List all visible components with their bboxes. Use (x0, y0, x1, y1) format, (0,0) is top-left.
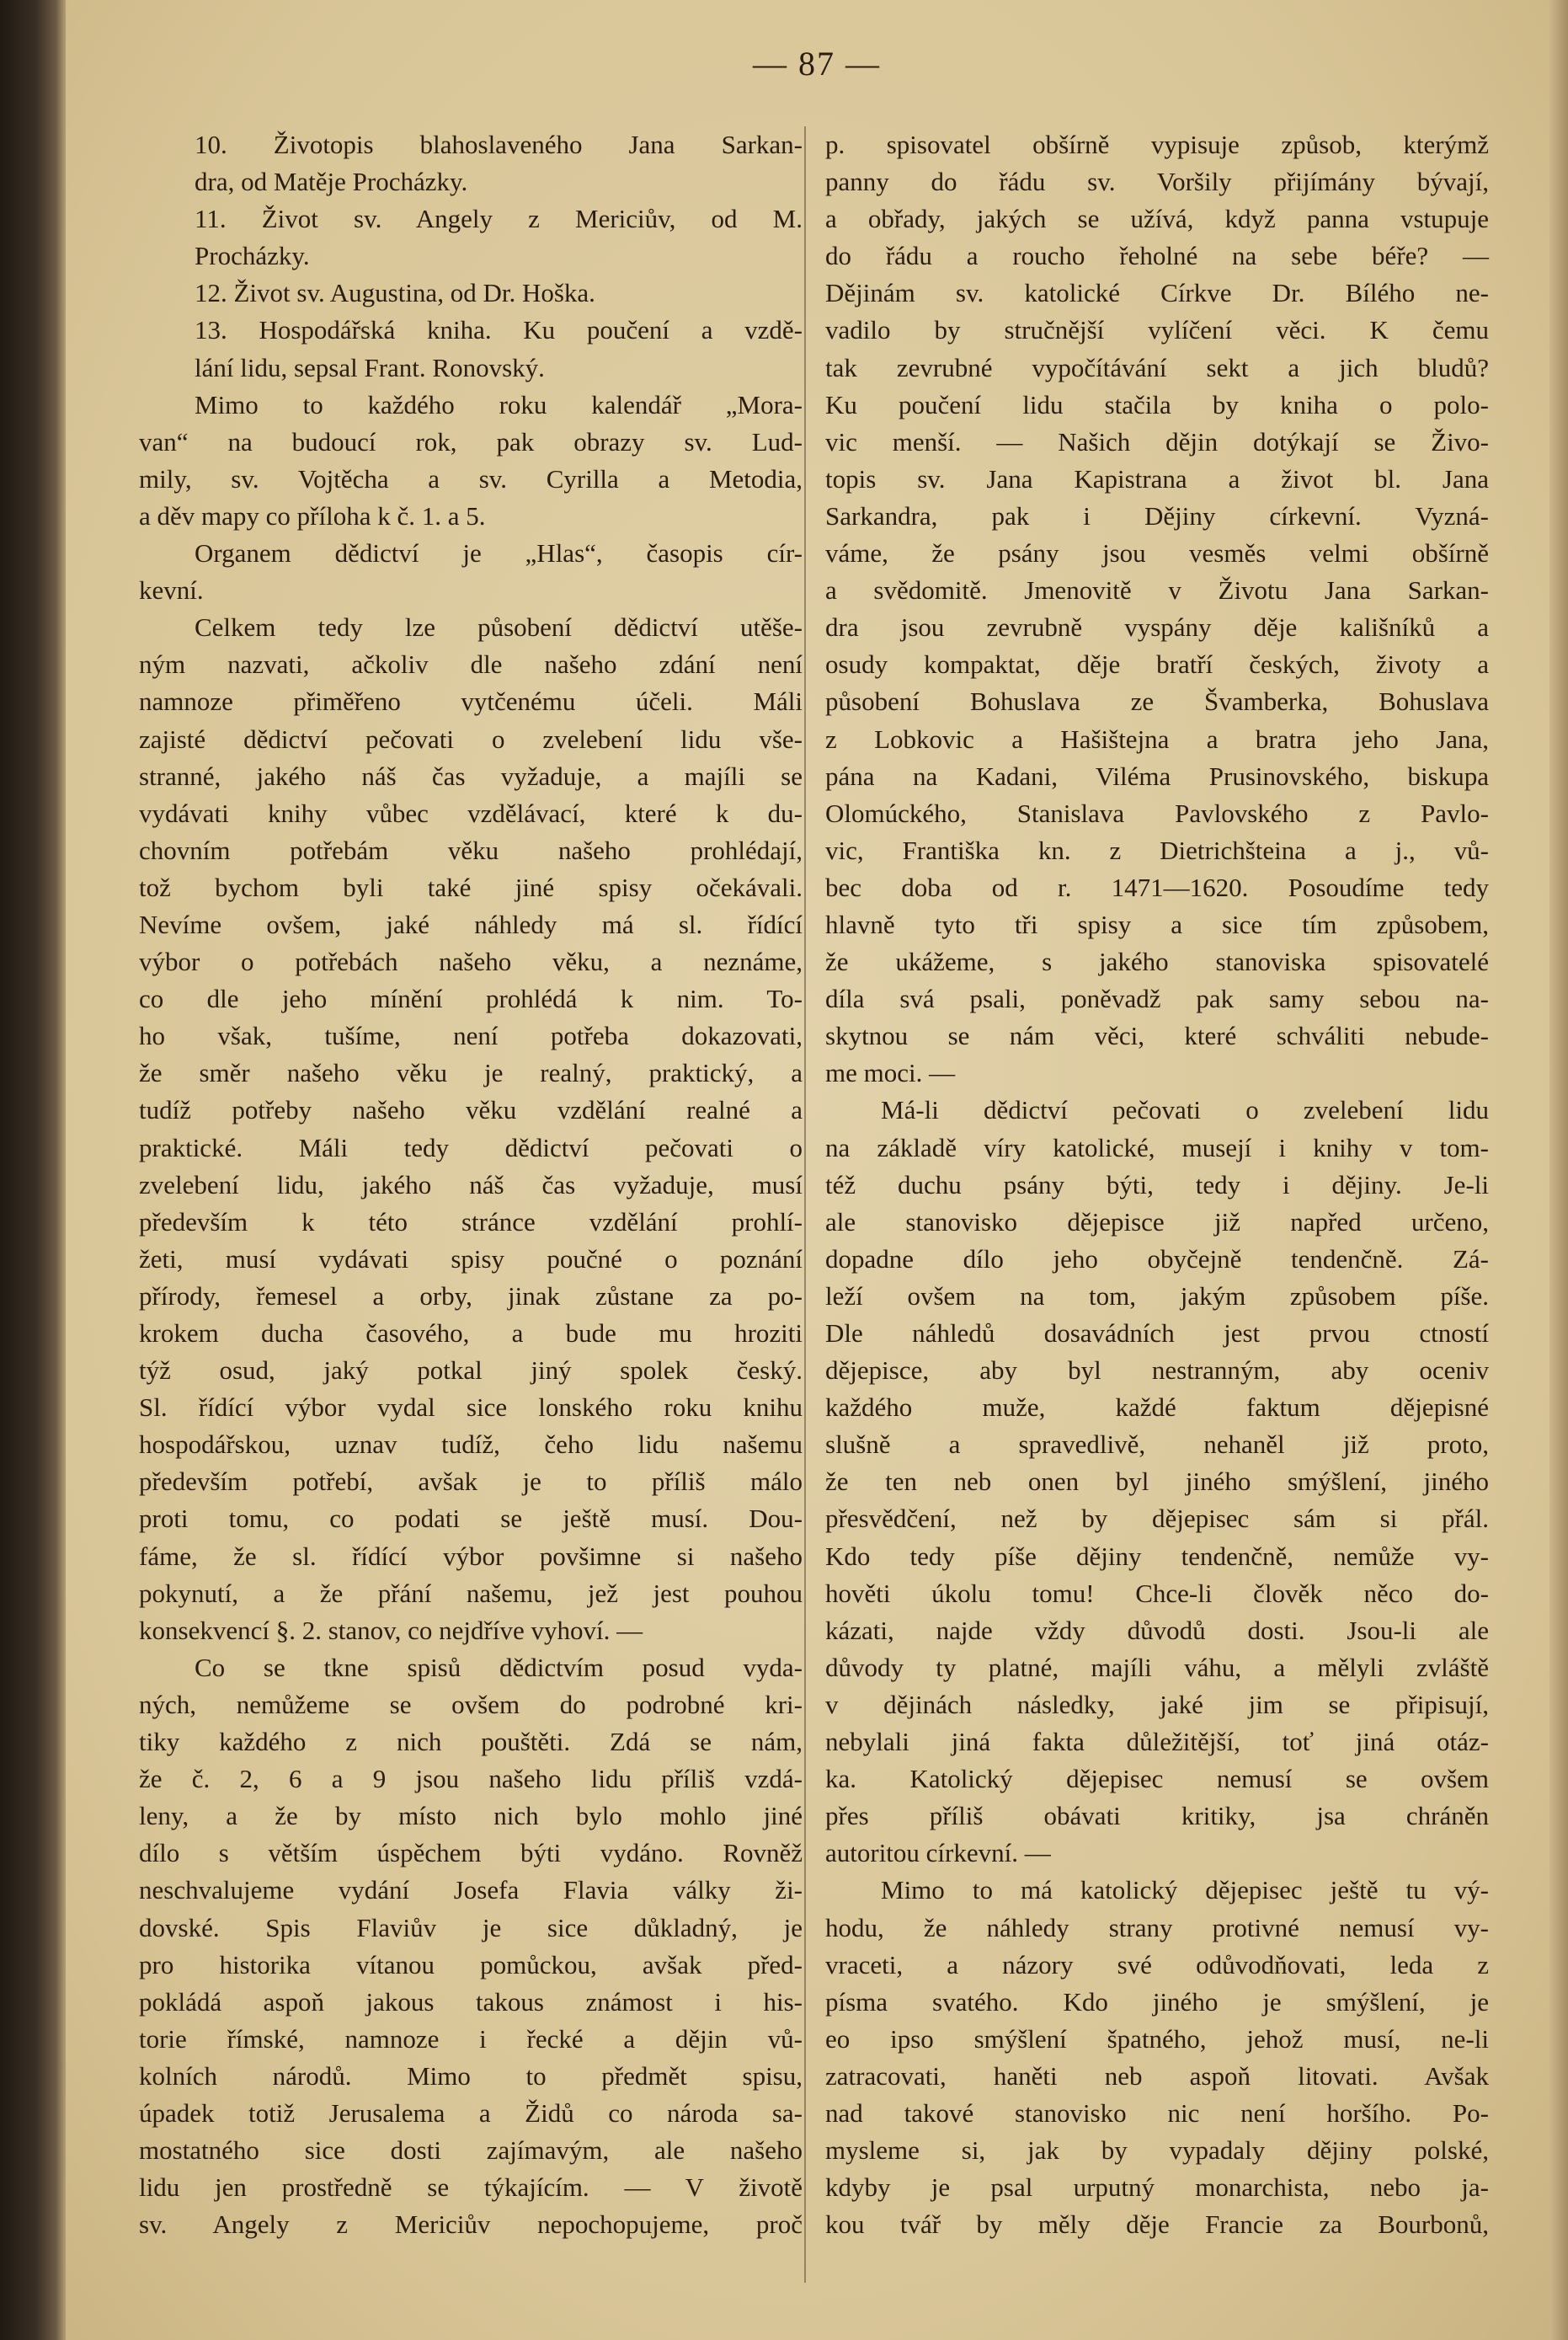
text-line: Procházky. (195, 241, 310, 271)
text-line: Dle náhledů dosavádních jest prvou ctností (825, 1318, 1489, 1348)
text-line: především k této stránce vzdělání prohlí- (139, 1206, 803, 1237)
text-line: zatracovati, haněti neb aspoň litovati. Avšak (825, 2060, 1489, 2091)
text-line: Nevíme ovšem, jaké náhledy má sl. řídící (139, 909, 803, 939)
book-binding-edge (0, 0, 66, 2340)
text-line: dějepisce, aby byl nestranným, aby oceniv (825, 1355, 1489, 1386)
text-line: Co se tkne spisů dědictvím posud vyda- (195, 1652, 803, 1682)
text-line: ka. Katolický dějepisec nemusí se ovšem (825, 1764, 1489, 1794)
text-line: tudíž potřeby našeho věku vzdělání realné a (139, 1095, 803, 1125)
text-line: namnoze přiměřeno vytčenému účeli. Máli (139, 687, 803, 717)
text-line: 11. Život sv. Angely z Mericiův, od M. (195, 204, 803, 234)
text-line: v dějinách následky, jaké jim se připisují, (825, 1689, 1489, 1719)
text-line: lidu jen prostředně se týkajícím. — V životě (139, 2172, 803, 2203)
text-line: že ukážeme, s jakého stanoviska spisovatelé (825, 947, 1489, 977)
text-line: 12. Život sv. Augustina, od Dr. Hoška. (195, 278, 595, 308)
text-line: topis sv. Jana Kapistrana a život bl. Jana (825, 463, 1489, 494)
text-line: Organem dědictví je „Hlas“, časopis cír- (195, 538, 803, 569)
text-line: Olomúckého, Stanislava Pavlovského z Pavlo- (825, 798, 1489, 828)
text-line: Dějinám sv. katolické Církve Dr. Bílého ne- (825, 278, 1489, 308)
text-line: hověti úkolu tomu! Chce-li člověk něco do- (825, 1578, 1489, 1608)
text-line: nebylali jiná fakta důležitější, toť jiná otáz- (825, 1727, 1489, 1757)
text-line: Mimo to každého roku kalendář „Mora- (195, 389, 803, 419)
text-line: bec doba od r. 1471—1620. Posoudíme tedy (825, 872, 1489, 902)
text-line: že směr našeho věku je realný, praktický, a (139, 1058, 803, 1088)
text-line: Kdo tedy píše dějiny tendenčně, nemůže vy- (825, 1541, 1489, 1571)
text-line: že ten neb onen byl jiného smýšlení, jiného (825, 1467, 1489, 1497)
text-line: ným nazvati, ačkoliv dle našeho zdání není (139, 649, 803, 680)
text-line: Sarkandra, pak i Dějiny církevní. Vyzná- (825, 500, 1489, 531)
text-line: výbor o potřebách našeho věku, a neznáme, (139, 947, 803, 977)
text-line: leny, a že by místo nich bylo mohlo jiné (139, 1801, 803, 1831)
text-line: a svědomitě. Jmenovitě v Životu Jana Sarkan- (825, 575, 1489, 606)
text-line: a děv mapy co příloha k č. 1. a 5. (139, 500, 486, 531)
text-line: fáme, že sl. řídící výbor povšimne si našeho (139, 1541, 803, 1571)
text-line: hlavně tyto tři spisy a sice tím způsobem, (825, 909, 1489, 939)
column-divider (804, 126, 806, 2283)
text-line: díla svá psali, poněvadž pak samy sebou na- (825, 984, 1489, 1014)
text-line: na základě víry katolické, musejí i knihy v tom- (825, 1132, 1489, 1162)
text-line: skytnou se nám věci, které schváliti nebude- (825, 1021, 1489, 1051)
text-line: lání lidu, sepsal Frant. Ronovský. (195, 352, 545, 382)
text-line: zvelebení lidu, jakého náš čas vyžaduje, musí (139, 1169, 803, 1199)
text-line: mily, sv. Vojtěcha a sv. Cyrilla a Metodia, (139, 463, 803, 494)
text-line: tak zevrubné vypočítávání sekt a jich bludů? (825, 352, 1489, 382)
text-line: mysleme si, jak by vypadaly dějiny polské, (825, 2135, 1489, 2166)
text-line: nad takové stanovisko nic není horšího. Po- (825, 2097, 1489, 2128)
text-line: kolních národů. Mimo to předmět spisu, (139, 2060, 803, 2091)
text-line: panny do řádu sv. Voršily přijímány bývají, (825, 167, 1489, 197)
text-line: hospodářskou, uznav tudíž, čeho lidu našemu (139, 1429, 803, 1460)
text-line: konsekvencí §. 2. stanov, co nejdříve vyhoví. — (139, 1615, 643, 1645)
text-line: písma svatého. Kdo jiného je smýšlení, je (825, 1986, 1489, 2017)
text-line: ho však, tušíme, není potřeba dokazovati, (139, 1021, 803, 1051)
text-line: dra jsou zevrubně vyspány děje kališníků a (825, 612, 1489, 643)
text-line: pokládá aspoň jakous takous známost i his- (139, 1986, 803, 2017)
text-line: váme, že psány jsou vesměs velmi obšírně (825, 538, 1489, 569)
text-line: p. spisovatel obšírně vypisuje způsob, kterýmž (825, 130, 1489, 159)
text-line: proti tomu, co podati se ještě musí. Dou- (139, 1504, 803, 1534)
text-line: chovním potřebám věku našeho prohlédají, (139, 835, 803, 865)
text-line: přes příliš obávati kritiky, jsa chráněn (825, 1801, 1489, 1831)
text-line: dra, od Matěje Procházky. (195, 167, 468, 197)
text-line: vraceti, a názory své odůvodňovati, leda z (825, 1949, 1489, 1979)
text-line: praktické. Máli tedy dědictví pečovati o (139, 1132, 803, 1162)
text-line: Celkem tedy lze působení dědictví utěše- (195, 612, 803, 643)
text-line: působení Bohuslava ze Švamberka, Bohuslava (825, 687, 1489, 717)
text-line: především potřebí, avšak je to příliš málo (139, 1467, 803, 1497)
text-line: vydávati knihy vůbec vzdělávací, které k du- (139, 798, 803, 828)
text-line: me moci. — (825, 1058, 956, 1088)
text-line: a obřady, jakých se užívá, když panna vstupuje (825, 204, 1489, 234)
text-line: pro historika vítanou pomůckou, avšak před- (139, 1949, 803, 1979)
text-line: dovské. Spis Flaviův je sice důkladný, je (139, 1912, 803, 1942)
text-line: ných, nemůžeme se ovšem do podrobné kri- (139, 1689, 803, 1719)
text-line: kou tvář by měly děje Francie za Bourbonů, (825, 2209, 1489, 2240)
text-line: týž osud, jaký potkal jiný spolek český. (139, 1355, 803, 1386)
text-line: pokynutí, a že přání našemu, jež jest pouhou (139, 1578, 803, 1608)
text-line: eo ipso smýšlení špatného, jehož musí, ne-li (825, 2023, 1489, 2054)
text-line: úpadek totiž Jerusalema a Židů co národa sa- (139, 2097, 803, 2128)
text-line: dopadne dílo jeho obyčejně tendenčně. Zá- (825, 1243, 1489, 1274)
text-line: že č. 2, 6 a 9 jsou našeho lidu příliš vzdá- (139, 1764, 803, 1794)
text-line: tiky každého z nich pouštěti. Zdá se nám, (139, 1727, 803, 1757)
text-line: kázati, najde vždy důvodů dosti. Jsou-li ale (825, 1615, 1489, 1645)
text-line: slušně a spravedlivě, nehaněl již proto, (825, 1429, 1489, 1460)
left-column (139, 126, 803, 2243)
text-line: zajisté dědictví pečovati o zvelebení lidu vše- (139, 724, 803, 754)
text-line: 10. Životopis blahoslaveného Jana Sarkan- (195, 130, 803, 159)
text-line: do řádu a roucho řeholné na sebe béře? — (825, 241, 1489, 271)
text-line: Sl. řídící výbor vydal sice lonského roku knihu (139, 1392, 803, 1423)
text-line: vadilo by stručnější vylíčení věci. K čemu (825, 315, 1489, 345)
text-line: Má-li dědictví pečovati o zvelebení lidu (881, 1095, 1489, 1125)
text-line: 13. Hospodářská kniha. Ku poučení a vzdě- (195, 315, 803, 345)
text-line: hodu, že náhledy strany protivné nemusí vy- (825, 1912, 1489, 1942)
text-line: přírody, řemesel a orby, jinak zůstane za po- (139, 1280, 803, 1311)
text-line: důvody ty platné, majíli váhu, a mělyli zvláště (825, 1652, 1489, 1682)
text-line: z Lobkovic a Hašištejna a bratra jeho Jana, (825, 724, 1489, 754)
text-line: osudy kompaktat, děje bratří českých, životy a (825, 649, 1489, 680)
text-line: přesvědčení, než by dějepisec sám si přál. (825, 1504, 1489, 1534)
right-column (825, 126, 1489, 2243)
text-line: kdyby je psal urputný monarchista, nebo ja- (825, 2172, 1489, 2203)
text-line: ale stanovisko dějepisce již napřed určeno, (825, 1206, 1489, 1237)
text-line: pána na Kadani, Viléma Prusinovského, biskupa (825, 761, 1489, 791)
text-line: vic, Františka kn. z Dietrichšteina a j., vů- (825, 835, 1489, 865)
text-line: Mimo to má katolický dějepisec ještě tu vý- (881, 1875, 1489, 1905)
page-edge (1549, 0, 1568, 2340)
text-line: mostatného sice dosti zajímavým, ale našeho (139, 2135, 803, 2166)
text-line: co dle jeho mínění prohlédá k nim. To- (139, 984, 803, 1014)
text-line: van“ na budoucí rok, pak obrazy sv. Lud- (139, 426, 803, 457)
text-line: tož bychom byli také jiné spisy očekávali. (139, 872, 803, 902)
page-number: — 87 — (753, 45, 881, 83)
text-line: žeti, musí vydávati spisy poučné o poznání (139, 1243, 803, 1274)
text-line: neschvalujeme vydání Josefa Flavia války ži- (139, 1875, 803, 1905)
text-line: dílo s větším úspěchem býti vydáno. Rovněž (139, 1838, 803, 1868)
text-line: kevní. (139, 575, 204, 606)
text-line: sv. Angely z Mericiův nepochopujeme, proč (139, 2209, 803, 2240)
text-line: krokem ducha časového, a bude mu hroziti (139, 1318, 803, 1348)
text-line: každého muže, každé faktum dějepisné (825, 1392, 1489, 1423)
text-line: vic menší. — Našich dějin dotýkají se Živo- (825, 426, 1489, 457)
text-line: leží ovšem na tom, jakým způsobem píše. (825, 1280, 1489, 1311)
text-line: stranné, jakého náš čas vyžaduje, a majíli se (139, 761, 803, 791)
text-line: též duchu psány býti, tedy i dějiny. Je-li (825, 1169, 1489, 1199)
text-line: torie římské, namnoze i řecké a dějin vů- (139, 2023, 803, 2054)
text-line: Ku poučení lidu stačila by kniha o polo- (825, 389, 1489, 419)
text-line: autoritou církevní. — (825, 1838, 1051, 1868)
